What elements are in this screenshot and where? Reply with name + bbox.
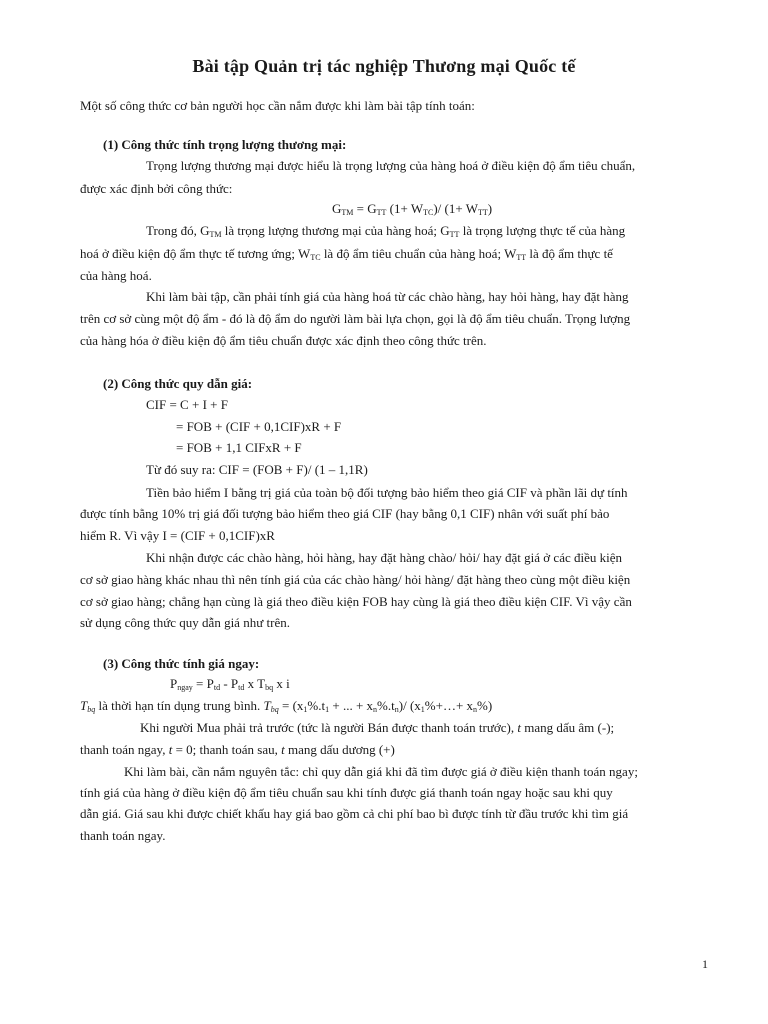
s3-para1-line1: Khi người Mua phải trả trước (tức là người Bán được thanh toán trước), t mang dấu âm (-);	[140, 720, 615, 735]
section-1-heading: (1) Công thức tính trọng lượng thương mại:	[103, 137, 347, 152]
s3-para2-line1: Khi làm bài, cần nắm nguyên tắc: chỉ quy dẫn giá khi đã tìm được giá ở điều kiện thanh toán ngay;	[124, 764, 638, 779]
section-3-heading: (3) Công thức tính giá ngay:	[103, 656, 260, 671]
s1-para2-line3: của hàng hoá.	[80, 268, 152, 283]
s1-para2-line2: hoá ở điều kiện độ ẩm thực tế tương ứng; $W_{TC}$ là độ ẩm tiêu chuẩn của hàng hoá; $W_{TT}$ là độ ẩm thực tế	[80, 246, 613, 262]
s2-para1-line1: Tiền bảo hiểm I bằng trị giá của toàn bộ đối tượng bảo hiểm theo giá CIF và phần lãi dự tính	[146, 485, 628, 500]
section-2-heading: (2) Công thức quy dẫn giá:	[103, 376, 253, 391]
s3-tbq-line: $T_{bq}$ là thời hạn tín dụng trung bình. $T_{bq} = (x_1\%.t_1$ + ... + $x_n\%.t_n)/$ $(x_1\%+\dots+ x_n\%)$	[80, 698, 493, 714]
s1-para1-line1: Trọng lượng thương mại được hiểu là trọng lượng của hàng hoá ở điều kiện độ ẩm tiêu chuẩn,	[146, 158, 636, 173]
s3-para1-line2: thanh toán ngay, t = 0; thanh toán sau, t mang dấu dương (+)	[80, 742, 395, 757]
intro-text: Một số công thức cơ bản người học cần nắm được khi làm bài tập tính toán:	[80, 98, 475, 113]
s3-para2-line2: tính giá của hàng ở điều kiện độ ẩm tiêu chuẩn sau khi tính được giá thanh toán ngay hoặc sau khi quy	[80, 785, 613, 800]
s3-formula-pngay: $P_{ngay} = P_{td} - P_{td}$ x $T_{bq}$ x i	[170, 676, 290, 692]
s1-formula-gtm: $G_{TM} = G_{TT}$ $(1+ W_{TC})/$ $(1+ W_{TT})$	[332, 201, 493, 217]
s1-para3-line2: trên cơ sở cùng một độ ẩm - đó là độ ẩm do người làm bài lựa chọn, gọi là độ ẩm tiêu chuẩn. Trọng lượng	[80, 311, 631, 326]
s1-para2-line1: Trong đó, $G_{TM}$ là trọng lượng thương mại của hàng hoá; $G_{TT}$ là trọng lượng thực tế của hàng	[146, 223, 626, 239]
s2-para1-line3: hiểm R. Vì vậy I = (CIF + 0,1CIF)xR	[80, 528, 275, 543]
s2-para2-line4: sử dụng công thức quy dẫn giá như trên.	[80, 615, 290, 630]
s2-formula-line3: = FOB + 1,1 CIFxR + F	[176, 440, 302, 455]
s3-para2-line4: thanh toán ngay.	[80, 828, 166, 843]
s2-para2-line1: Khi nhận được các chào hàng, hỏi hàng, hay đặt hàng chào/ hỏi/ hay đặt giá ở các điều kiện	[146, 550, 622, 565]
s1-para3-line3: của hàng hóa ở điều kiện độ ẩm tiêu chuẩn được xác định theo công thức trên.	[80, 333, 487, 348]
page-number: 1	[702, 957, 708, 971]
s2-formula-line1: CIF = C + I + F	[146, 397, 228, 412]
s2-formula-line4: Từ đó suy ra: CIF = (FOB + F)/ (1 – 1,1R)	[146, 462, 368, 477]
s2-para2-line3: cơ sở giao hàng; chẳng hạn cùng là giá theo điều kiện FOB hay cùng là giá theo điều kiện CIF. Vì vậy cần	[80, 594, 632, 609]
s2-para2-line2: cơ sở giao hàng khác nhau thì nên tính giá của các chào hàng/ hỏi hàng/ đặt hàng theo cùng một điều kiện	[80, 572, 631, 587]
s1-para3-line1: Khi làm bài tập, cần phải tính giá của hàng hoá từ các chào hàng, hay hỏi hàng, hay đặt hàng	[146, 289, 629, 304]
document-title: Bài tập Quản trị tác nghiệp Thương mại Quốc tế	[192, 56, 576, 76]
s2-formula-line2: = FOB + (CIF + 0,1CIF)xR + F	[176, 419, 342, 434]
s3-para2-line3: dẫn giá. Giá sau khi được chiết khấu hay giá bao gồm cả chi phí bao bì được tính từ đầu trước khi tìm giá	[80, 806, 629, 821]
s2-para1-line2: được tính bằng 10% trị giá đối tượng bảo hiểm theo giá CIF (hay bằng 0,1 CIF) nhân với suất phí bảo	[80, 506, 610, 521]
s1-para1-line2: được xác định bởi công thức:	[80, 181, 233, 196]
